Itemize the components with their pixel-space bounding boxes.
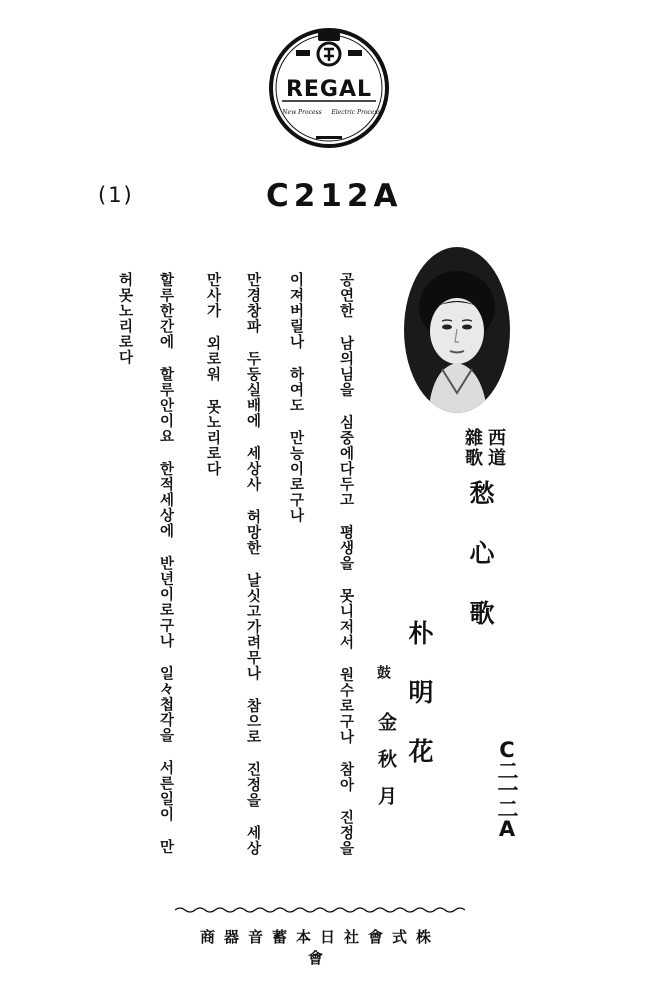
genre-line-2: 雜歌: [462, 428, 483, 468]
song-title: 愁心歌: [466, 480, 495, 660]
singer-portrait: [402, 245, 512, 415]
lyric-line-3: 만경창파 두둥실배에 세상사 허망한 날싯고가려무나 참으로 진정을 세상: [244, 272, 261, 856]
catalog-side-vertical: C二一二A: [495, 738, 519, 839]
lyric-line-6: 허못노리로다: [116, 272, 133, 365]
logo-brand: REGAL: [285, 77, 373, 102]
lyric-line-5: 할루한간에 할루안이요 한적세상에 반년이로구나 일々첩각을 서른일이 만: [157, 272, 174, 855]
lyric-line-2: 이져버릴나 하여도 만능이로구나: [287, 272, 304, 523]
genre-line-1: 西道: [485, 428, 506, 468]
publisher-footer: 株式會社日本蓄音器商會: [199, 928, 440, 967]
singer-name: 朴明花: [405, 620, 434, 797]
logo-left-text: New Process: [282, 109, 322, 116]
page-number: (1): [98, 183, 134, 207]
lyric-line-1: 공연한 남의님을 심중에다두고 평생을 못니저서 원수로구나 참아 진정을: [337, 272, 354, 856]
drum-label: 鼓: [375, 665, 391, 679]
lyric-line-4: 만사가 외로워 못노리로다: [204, 272, 221, 477]
regal-logo: [268, 18, 390, 158]
logo-right-text: Electric Process: [331, 109, 381, 116]
footer-wavy-rule: [175, 905, 465, 915]
catalog-number: C212A: [266, 178, 403, 214]
drummer-name: 金秋月: [375, 712, 397, 823]
